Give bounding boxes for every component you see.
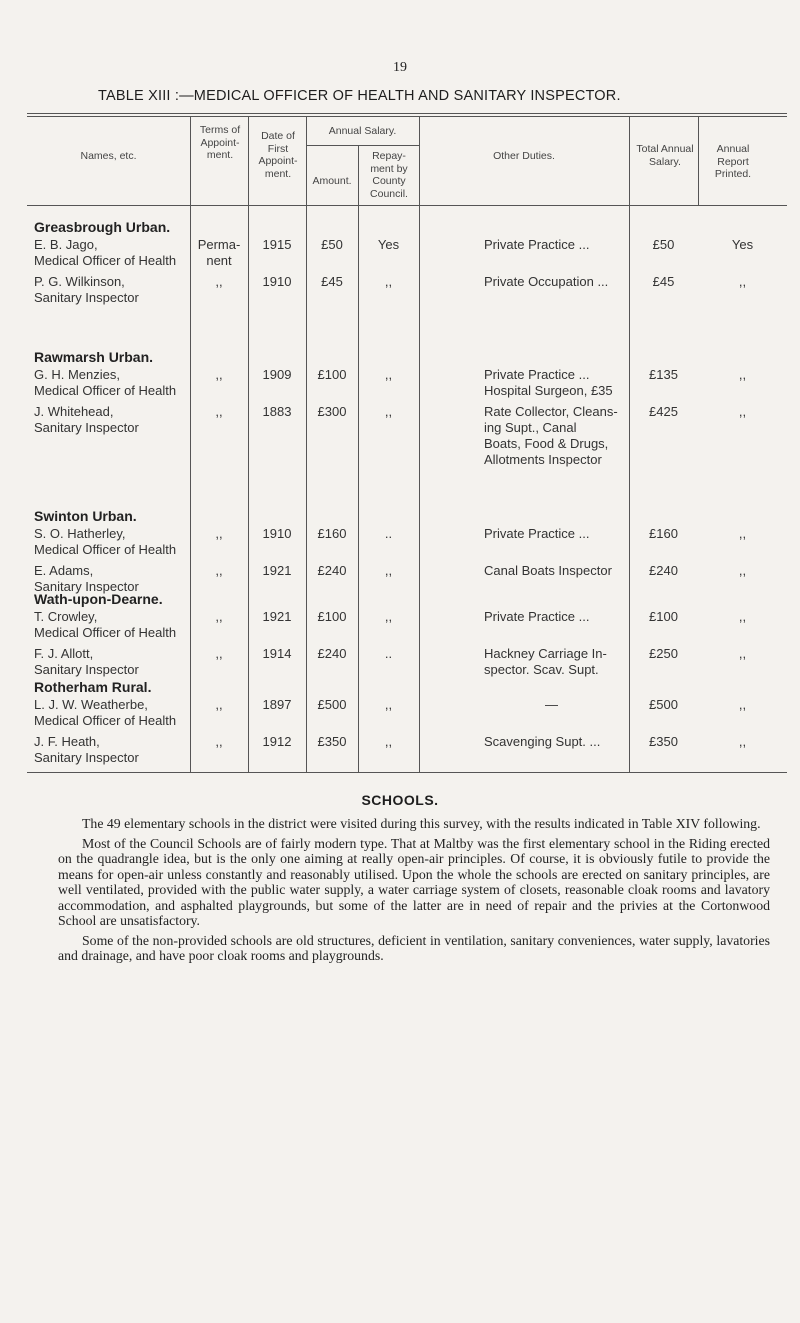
page-number: 19 (393, 60, 407, 75)
header-other-duties: Other Duties. (493, 150, 555, 162)
schools-heading: SCHOOLS. (361, 792, 439, 808)
schools-text (58, 816, 770, 964)
top-rule (27, 113, 787, 114)
header-terms: Terms of Appoint-ment. (199, 124, 241, 161)
paragraph: The 49 elementary schools in the district were visited during this survey, with the results indicated in Table XIV following. (82, 816, 761, 831)
table-row: J. Whitehead, Sanitary Inspector ,, 1883 £300 ,, Rate Collector, Cleans- ing Supt., Canal Boats, Food & Drugs, Allotments Inspector £425 ,, (34, 404, 747, 467)
header-report: Annual Report Printed. (714, 143, 752, 180)
table-row: F. J. Allott, Sanitary Inspector ,, 1914 £240 .. Hackney Carriage In- spector. Scav. Supt. £250 ,, (34, 646, 747, 677)
table-row: S. O. Hatherley, Medical Officer of Health ,, 1910 £160 .. Private Practice ... £160 ,, (34, 526, 747, 557)
header-amount: Amount. (312, 175, 352, 187)
header-rule (27, 205, 787, 206)
section-rawmarsh: Rawmarsh Urban. (34, 349, 154, 365)
bottom-rule (27, 772, 787, 773)
table-row: Medical Officer of Health (34, 713, 177, 728)
header-names: Names, etc. (80, 150, 137, 162)
table-title: TABLE XIII :—MEDICAL OFFICER OF HEALTH AND SANITARY INSPECTOR. (98, 88, 621, 104)
table-row: P. G. Wilkinson, Sanitary Inspector ,, 1910 £45 ,, Private Occupation ... £45 ,, (34, 274, 747, 305)
header-total: Total Annual Salary. (636, 143, 694, 168)
section-swinton: Swinton Urban. (34, 508, 137, 524)
table-row: J. F. Heath, Sanitary Inspector ,, 1912 £350 ,, Scavenging Supt. ... £350 ,, (34, 734, 747, 765)
top-rule-double (27, 116, 787, 117)
table-row: E. Adams, Sanitary Inspector ,, 1921 £240 ,, Canal Boats Inspector £240 ,, (34, 563, 747, 594)
table-row: T. Crowley, Medical Officer of Health ,, 1921 £100 ,, Private Practice ... £100 ,, (34, 609, 747, 640)
section-rotherham: Rotherham Rural. (34, 679, 152, 695)
section-wath: Wath-upon-Dearne. (34, 591, 163, 607)
paragraph: Some of the non-provided schools are old structures, deficient in ventilation, sanitary conveniences, water supply, lavatories and drainage, and have poor cloak rooms and playgrounds. (58, 932, 770, 963)
table-row: L. J. W. Weatherbe, ,, 1897 £500 ,, — £500 ,, (34, 697, 747, 712)
table-row: E. B. Jago, Medical Officer of Health Perma- nent 1915 £50 Yes Private Practice ... £50 Yes (34, 237, 754, 268)
table-row: G. H. Menzies, Medical Officer of Health ,, 1909 £100 ,, Private Practice ... Hospital Surgeon, £35 £135 ,, (34, 367, 747, 398)
section-greasbrough: Greasbrough Urban. (34, 219, 171, 235)
header-date: Date of First Appoint-ment. (258, 130, 298, 180)
header-annual-salary: Annual Salary. (328, 125, 397, 137)
paragraph: Most of the Council Schools are of fairly modern type. That at Maltby was the first elementary school in the Riding erected on the quadrangle idea, but is the only one aiming at really open-air principles. Of course, it is obviously futile to provide the means for open-air unless constantly and reasonably utilised. Upon the whole the schools are erected on sanitary principles, are well ventilated, provided with the public water supply, a water carriage system of closets, reasonable cloak rooms and lavatory accommodation, and asphalted playgrounds, but some of the latter are in need of repair and the privies at the Cortonwood School are unsatisfactory. (58, 835, 770, 928)
header-repayment: Repay-ment by County Council. (370, 150, 408, 200)
